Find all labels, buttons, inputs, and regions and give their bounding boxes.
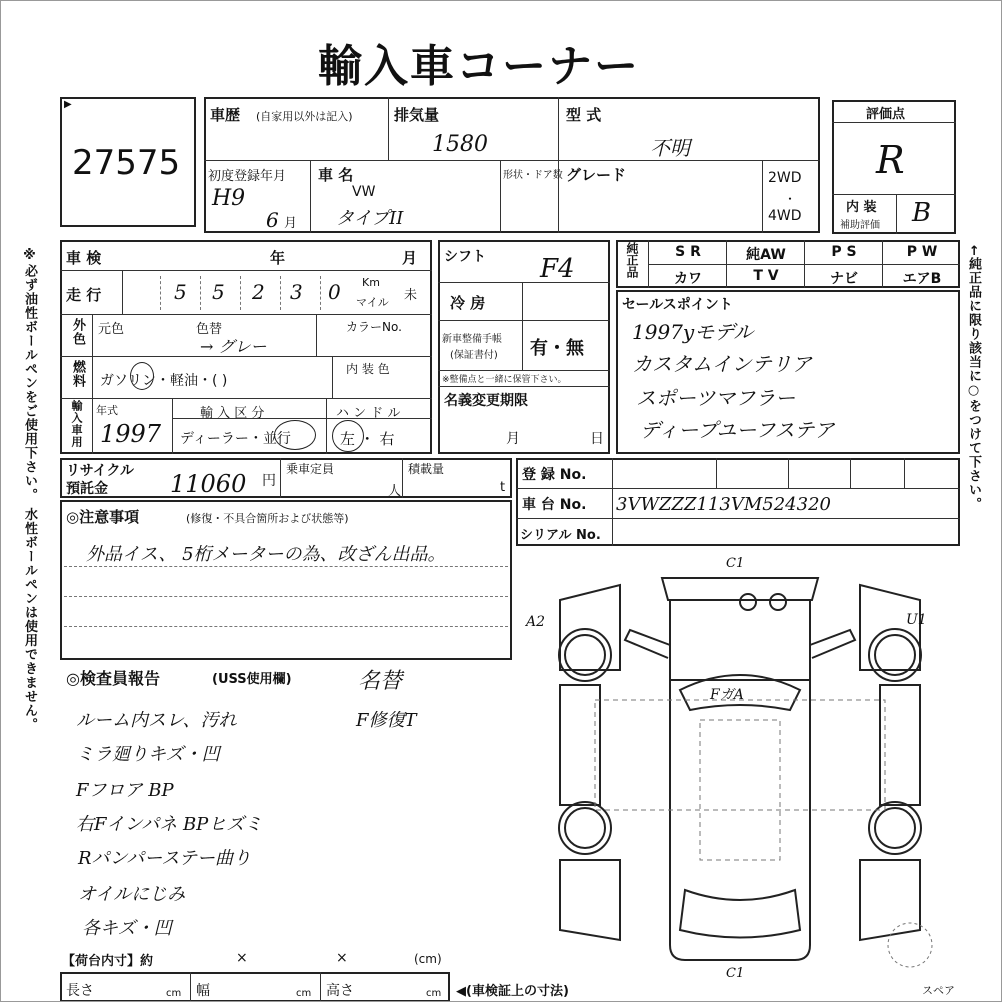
drive-4wd: 4WD	[768, 208, 802, 224]
cargo-width-label: 幅	[196, 983, 210, 999]
cargo-length-unit: cm	[166, 988, 182, 999]
first-reg-year: H9	[212, 186, 246, 211]
exterior-orig-label: 元色	[98, 322, 125, 337]
cargo-length-label: 長さ	[66, 983, 94, 999]
inspector-line: Rパンパーステー曲り	[78, 848, 252, 869]
diagram-u1: U1	[906, 612, 927, 628]
mileage-label: 走 行	[66, 286, 102, 304]
manual-label-2: (保証書付)	[450, 350, 498, 361]
recycle-label-1: リサイクル	[66, 463, 135, 479]
cargo-label: 【荷台内寸】約	[62, 954, 154, 969]
mileage-unit-km: Km	[362, 276, 380, 289]
recycle-unit: 円	[262, 473, 276, 489]
car-maker: VW	[352, 184, 376, 200]
displacement-label: 排気量	[394, 106, 440, 124]
car-model: タイプII	[336, 208, 404, 229]
sales-point-line: 1997yモデル	[632, 320, 754, 344]
mileage-digit: 2	[252, 280, 265, 304]
option-airbag: エアB	[902, 271, 942, 287]
load-unit: t	[500, 480, 506, 495]
lot-number-box	[60, 97, 196, 227]
interior-label: 内 装	[846, 200, 877, 215]
sales-points-label: セールスポイント	[622, 297, 733, 313]
notes-label: ◎注意事項	[66, 508, 140, 526]
inspector-line: 右Fインパネ BPヒズミ	[76, 814, 263, 835]
options-side-label: 純正品	[625, 242, 639, 278]
interior-value: B	[912, 198, 932, 228]
name-change-day: 日	[590, 431, 604, 447]
fuel-side-label: 燃料	[70, 360, 85, 388]
left-side-note: ※必ず油性ボールペンをご使用下さい。 水性ボールペンは使用できません。	[22, 248, 37, 732]
option-leather: カワ	[674, 271, 702, 287]
inspection-year-unit: 年	[270, 249, 286, 267]
manual-label-1: 新車整備手帳	[442, 334, 502, 345]
option-ps: P S	[831, 244, 857, 260]
aircon-label: 冷 房	[450, 294, 486, 312]
model-code-value: 不明	[650, 136, 690, 160]
diagram-glass: FガA	[710, 687, 744, 703]
interior-color-label: 内 装 色	[346, 362, 390, 376]
registration-label: 登 録 No.	[522, 467, 587, 483]
model-code-label: 型 式	[566, 106, 602, 124]
name-change-label: 名義変更期限	[444, 393, 528, 409]
import-side-label: 輸入車用	[70, 400, 83, 448]
first-reg-label: 初度登録年月	[208, 169, 287, 184]
mileage-digit: 5	[212, 280, 225, 304]
handle-left-circle	[332, 420, 364, 452]
recycle-value: 11060	[170, 470, 247, 498]
import-year-label: 年式	[96, 404, 118, 417]
option-pw: P W	[906, 244, 938, 260]
color-no-label: カラーNo.	[346, 320, 402, 334]
first-reg-month: 6	[266, 208, 279, 232]
interior-sub: 補助評価	[840, 220, 880, 231]
car-name-label: 車 名	[318, 166, 354, 184]
history-label: 車歴	[210, 106, 241, 124]
mileage-digit: 3	[290, 280, 303, 304]
page-title: 輸入車コーナー	[318, 41, 640, 92]
sales-point-line: スポーツマフラー	[636, 386, 796, 410]
cargo-height-unit: cm	[426, 988, 442, 999]
capacity-unit: 人	[388, 484, 402, 499]
cargo-note: ◀(車検証上の寸法)	[456, 984, 569, 999]
car-diagram	[520, 560, 960, 970]
shift-value: F4	[540, 254, 575, 284]
option-navi: ナビ	[830, 271, 858, 287]
diagram-spare: スペア	[922, 984, 955, 997]
exterior-side-label: 外色	[70, 318, 85, 346]
fuel-text: ガソリン・軽油・( )	[100, 373, 228, 389]
drive-dot: ・	[784, 192, 797, 206]
option-sr: S R	[675, 244, 701, 260]
diagram-c1-bottom: C1	[726, 966, 745, 981]
exterior-color-value: → グレー	[200, 337, 267, 356]
manual-value: 有・無	[530, 338, 584, 359]
displacement-value: 1580	[432, 132, 488, 157]
right-side-note: ←純正品に限り該当に○をつけて下さい。	[966, 245, 981, 511]
first-reg-month-unit: 月	[284, 216, 298, 231]
inspector-line: Fフロア BP	[76, 780, 174, 801]
option-aw: 純AW	[746, 247, 786, 263]
serial-label: シリアル No.	[520, 528, 601, 543]
inspector-line: ミラ廻りキズ・凹	[76, 744, 220, 765]
inspector-extra: F修復T	[356, 710, 417, 731]
chassis-label: 車 台 No.	[522, 497, 587, 513]
cargo-box	[60, 972, 450, 1002]
mileage-unit-mile: マイル	[356, 296, 389, 309]
import-year-value: 1997	[100, 420, 162, 448]
load-label: 積載量	[408, 462, 445, 476]
mileage-note: 未	[404, 288, 418, 303]
manual-note: ※整備点と一緒に保管下さい。	[442, 375, 567, 385]
import-division-value: ディーラー・並行	[180, 431, 291, 447]
cargo-unit: (cm)	[414, 952, 442, 966]
capacity-label: 乗車定員	[286, 462, 335, 476]
grade-label: グレード	[566, 166, 627, 184]
mileage-digit: 5	[174, 280, 187, 304]
inspection-label: 車 検	[66, 249, 102, 267]
inspector-name: 名替	[358, 669, 403, 694]
inspector-label: ◎検査員報告	[66, 669, 160, 688]
diagram-c1-top: C1	[726, 556, 745, 571]
cargo-x2: ×	[336, 950, 348, 966]
recycle-label-2: 預託金	[66, 481, 108, 497]
cargo-height-label: 高さ	[326, 983, 354, 999]
handle-label: ハ ン ド ル	[336, 406, 401, 421]
inspector-line: 各キズ・凹	[82, 918, 172, 939]
notes-line: 外品イス、 5桁メーターの為、改ざん出品。	[86, 544, 446, 565]
inspector-line: オイルにじみ	[78, 884, 186, 905]
sales-point-line: ディープユーフステア	[640, 418, 835, 442]
sales-point-line: カスタムインテリア	[632, 352, 812, 376]
score-value: R	[876, 138, 905, 182]
inspection-month-unit: 月	[402, 249, 418, 267]
name-change-month: 月	[506, 431, 520, 447]
cargo-x1: ×	[236, 950, 248, 966]
lot-mark: ▶	[64, 99, 72, 110]
inspector-sub: (USS使用欄)	[212, 672, 292, 687]
exterior-change-label: 色替	[196, 322, 223, 337]
shift-label: シフト	[444, 249, 486, 265]
import-parallel-circle	[274, 420, 316, 450]
diagram-a2: A2	[526, 614, 546, 630]
score-label: 評価点	[866, 107, 906, 122]
lot-number: 27575	[72, 143, 181, 183]
import-division-label: 輸 入 区 分	[200, 406, 265, 421]
fuel-gasoline-circle	[130, 362, 154, 390]
cargo-width-unit: cm	[296, 988, 312, 999]
chassis-value: 3VWZZZ113VM524320	[616, 494, 831, 515]
drive-2wd: 2WD	[768, 170, 802, 186]
inspector-line: ルーム内スレ、汚れ	[76, 710, 237, 731]
mileage-digit: 0	[328, 280, 341, 304]
shape-label: 形状・ドア数	[503, 170, 563, 181]
option-tv: T V	[753, 268, 779, 284]
history-note: (自家用以外は記入)	[256, 110, 353, 123]
handle-value: 左 ・ 右	[340, 430, 395, 448]
notes-sub: (修復・不具合箇所および状態等)	[186, 512, 349, 525]
